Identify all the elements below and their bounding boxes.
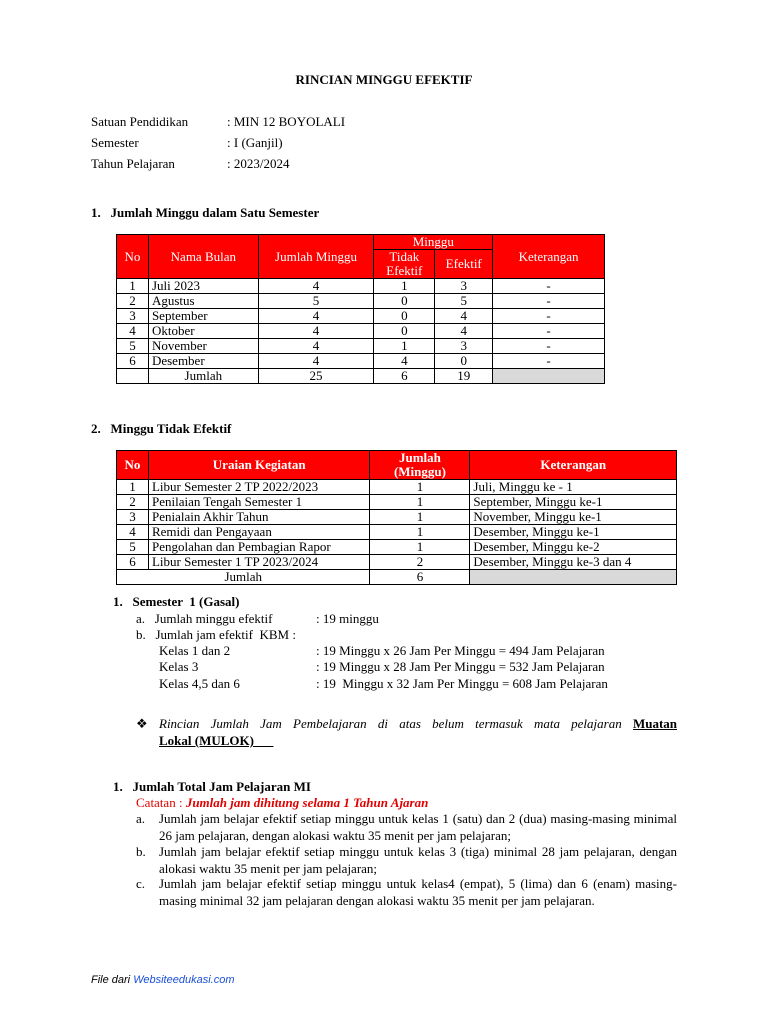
row-efektif: 5 xyxy=(435,294,493,309)
row-jumlah: 1 xyxy=(370,540,470,555)
item-a-marker: a. xyxy=(136,811,146,826)
row-keterangan: - xyxy=(493,339,605,354)
header-efektif: Efektif xyxy=(435,250,493,279)
info-label-satuan: Satuan Pendidikan xyxy=(91,114,189,129)
row-bulan: Juli 2023 xyxy=(148,279,258,294)
row-efektif: 4 xyxy=(435,309,493,324)
info-value-satuan: : MIN 12 BOYOLALI xyxy=(227,114,346,129)
kelas-1-2-value: : 19 Minggu x 26 Jam Per Minggu = 494 Jam Pelajaran xyxy=(316,643,605,658)
row-efektif: 3 xyxy=(435,339,493,354)
kelas-1-2-label: Kelas 1 dan 2 xyxy=(159,643,231,658)
row-no: 6 xyxy=(117,354,149,369)
row-bulan: September xyxy=(148,309,258,324)
table-row xyxy=(117,294,605,309)
header-no: No xyxy=(117,235,149,279)
info-label-tahun: Tahun Pelajaran xyxy=(91,156,175,171)
info-value-semester: : I (Ganjil) xyxy=(227,135,283,150)
info-value-tahun: : 2023/2024 xyxy=(227,156,290,171)
table-row xyxy=(117,540,677,555)
row-efektif: 4 xyxy=(435,324,493,339)
catatan-label: Catatan : xyxy=(136,795,183,810)
row-tidak-efektif: 0 xyxy=(374,309,435,324)
table-row xyxy=(117,354,605,369)
row-uraian: Libur Semester 2 TP 2022/2023 xyxy=(148,480,369,495)
page-title: RINCIAN MINGGU EFEKTIF xyxy=(295,72,473,87)
row-keterangan: Desember, Minggu ke-3 dan 4 xyxy=(470,555,677,570)
footer-link[interactable]: Websiteedukasi.com xyxy=(133,974,235,986)
info-label-semester: Semester xyxy=(91,135,139,150)
note-bold-2 xyxy=(159,733,273,749)
total-efektif: 19 xyxy=(435,369,493,384)
note-bold-2-text: Lokal (MULOK) xyxy=(159,733,254,748)
total-label: Jumlah xyxy=(148,369,258,384)
row-jumlah: 4 xyxy=(258,354,374,369)
catatan-value: Jumlah jam dihitung selama 1 Tahun Ajaran xyxy=(185,795,429,810)
table-row xyxy=(117,279,605,294)
row-jumlah: 4 xyxy=(258,324,374,339)
kelas-456-value: : 19 Minggu x 32 Jam Per Minggu = 608 Jam Pelajaran xyxy=(316,676,608,691)
row-no: 5 xyxy=(117,339,149,354)
semester-a-value: : 19 minggu xyxy=(316,611,379,626)
row-keterangan: - xyxy=(493,324,605,339)
row-bulan: Desember xyxy=(148,354,258,369)
item-b-marker: b. xyxy=(136,844,146,859)
row-keterangan: Juli, Minggu ke - 1 xyxy=(470,480,677,495)
row-no: 2 xyxy=(117,294,149,309)
row-jumlah: 1 xyxy=(370,495,470,510)
row-bulan: Oktober xyxy=(148,324,258,339)
footer xyxy=(91,974,234,986)
item-a-text: Jumlah jam belajar efektif setiap minggu untuk kelas 1 (satu) dan 2 (dua) masing-masing minimal 26 jam pelajaran, dengan alokasi waktu 35 menit per jam pelajaran; xyxy=(159,811,677,843)
row-jumlah: 1 xyxy=(370,480,470,495)
table-row xyxy=(117,339,605,354)
row-keterangan: Desember, Minggu ke-2 xyxy=(470,540,677,555)
row-keterangan: September, Minggu ke-1 xyxy=(470,495,677,510)
total-tidak-efektif: 6 xyxy=(374,369,435,384)
kelas-3-value: : 19 Minggu x 28 Jam Per Minggu = 532 Jam Pelajaran xyxy=(316,659,605,674)
row-uraian: Penilaian Tengah Semester 1 xyxy=(148,495,369,510)
semester-b-label: b. Jumlah jam efektif KBM : xyxy=(136,627,296,642)
semester-a-label: a. Jumlah minggu efektif xyxy=(136,611,273,626)
note-line xyxy=(159,716,677,732)
row-bulan: Agustus xyxy=(148,294,258,309)
row-efektif: 3 xyxy=(435,279,493,294)
table-row xyxy=(117,309,605,324)
item-c-marker: c. xyxy=(136,876,146,891)
t2-total-value: 6 xyxy=(370,570,470,585)
row-no: 2 xyxy=(117,495,149,510)
t2-header-keterangan: Keterangan xyxy=(470,451,677,480)
row-uraian: Pengolahan dan Pembagian Rapor xyxy=(148,540,369,555)
row-jumlah: 4 xyxy=(258,279,374,294)
row-jumlah: 1 xyxy=(370,525,470,540)
row-no: 6 xyxy=(117,555,149,570)
t2-header-jumlah: Jumlah (Minggu) xyxy=(370,451,470,480)
row-keterangan: - xyxy=(493,279,605,294)
table-row xyxy=(117,555,677,570)
note-text: Rincian Jumlah Jam Pembelajaran di atas belum termasuk mata pelajaran xyxy=(159,716,622,731)
item-b-text: Jumlah jam belajar efektif setiap minggu untuk kelas 3 (tiga) minimal 28 jam pelajaran, dengan alokasi waktu 35 menit per jam pelajaran; xyxy=(159,844,677,876)
header-tidak-efektif: Tidak Efektif xyxy=(374,250,435,279)
row-uraian: Remidi dan Pengayaan xyxy=(148,525,369,540)
row-jumlah: 5 xyxy=(258,294,374,309)
row-tidak-efektif: 1 xyxy=(374,339,435,354)
row-no: 5 xyxy=(117,540,149,555)
row-no: 4 xyxy=(117,525,149,540)
row-no: 4 xyxy=(117,324,149,339)
header-keterangan: Keterangan xyxy=(493,235,605,279)
row-bulan: November xyxy=(148,339,258,354)
table-row xyxy=(117,525,677,540)
row-keterangan: Desember, Minggu ke-1 xyxy=(470,525,677,540)
note-bullet-icon: ❖ xyxy=(136,716,148,731)
kelas-456-label: Kelas 4,5 dan 6 xyxy=(159,676,240,691)
row-keterangan: November, Minggu ke-1 xyxy=(470,510,677,525)
row-uraian: Penialain Akhir Tahun xyxy=(148,510,369,525)
row-uraian: Libur Semester 1 TP 2023/2024 xyxy=(148,555,369,570)
header-nama-bulan: Nama Bulan xyxy=(148,235,258,279)
row-keterangan: - xyxy=(493,354,605,369)
minggu-efektif-table xyxy=(116,234,605,384)
table-row xyxy=(117,324,605,339)
row-no: 3 xyxy=(117,309,149,324)
item-c-text: Jumlah jam belajar efektif setiap minggu untuk kelas4 (empat), 5 (lima) dan 6 (enam) masing-masing minimal 32 jam pelajaran dengan alokasi waktu 35 menit per jam pelajaran. xyxy=(159,876,677,908)
semester-heading: 1. Semester 1 (Gasal) xyxy=(113,594,240,609)
row-keterangan: - xyxy=(493,294,605,309)
footer-prefix: File dari xyxy=(91,974,131,986)
row-tidak-efektif: 0 xyxy=(374,294,435,309)
row-jumlah: 2 xyxy=(370,555,470,570)
row-no: 1 xyxy=(117,279,149,294)
table-row xyxy=(117,510,677,525)
row-tidak-efektif: 0 xyxy=(374,324,435,339)
row-keterangan: - xyxy=(493,309,605,324)
t2-header-uraian: Uraian Kegiatan xyxy=(148,451,369,480)
row-tidak-efektif: 1 xyxy=(374,279,435,294)
row-jumlah: 4 xyxy=(258,339,374,354)
t2-total-label: Jumlah xyxy=(117,570,370,585)
row-efektif: 0 xyxy=(435,354,493,369)
minggu-tidak-efektif-table xyxy=(116,450,677,585)
header-jumlah-minggu: Jumlah Minggu xyxy=(258,235,374,279)
table-row xyxy=(117,480,677,495)
t2-header-no: No xyxy=(117,451,149,480)
kelas-3-label: Kelas 3 xyxy=(159,659,199,674)
row-jumlah: 4 xyxy=(258,309,374,324)
note-bold-1: Muatan xyxy=(632,716,678,731)
total-jumlah: 25 xyxy=(258,369,374,384)
row-no: 1 xyxy=(117,480,149,495)
section1-heading: 1. Jumlah Minggu dalam Satu Semester xyxy=(91,205,320,220)
header-minggu: Minggu xyxy=(374,235,493,250)
section2-heading: 2. Minggu Tidak Efektif xyxy=(91,421,232,436)
table-row xyxy=(117,495,677,510)
row-tidak-efektif: 4 xyxy=(374,354,435,369)
total-section-heading: 1. Jumlah Total Jam Pelajaran MI xyxy=(113,779,311,794)
catatan-line xyxy=(136,795,428,811)
row-jumlah: 1 xyxy=(370,510,470,525)
row-no: 3 xyxy=(117,510,149,525)
